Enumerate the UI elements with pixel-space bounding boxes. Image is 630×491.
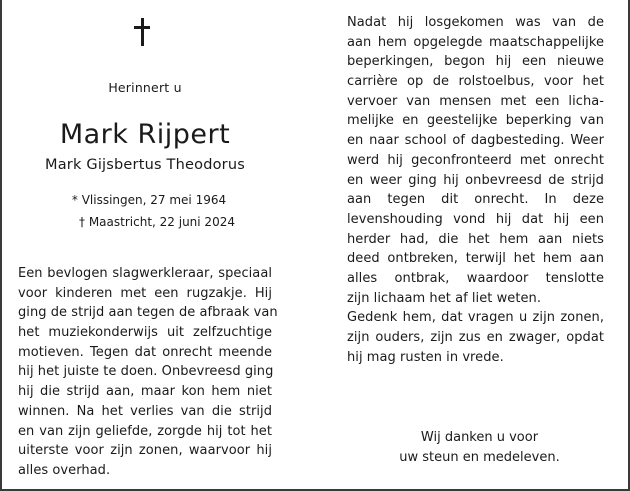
text-line: deed ontbreken, terwijl het hem aan — [347, 251, 604, 267]
text-line: en naar school of dagbesteding. Weer — [347, 133, 604, 149]
text-line: uiterste voor zijn zonen, waarvoor hij — [18, 443, 272, 459]
text-line: alles overhad. — [18, 462, 111, 478]
text-line: voor kinderen met een rugzakje. Hij — [18, 285, 272, 301]
text-line: Gedenk hem, dat vragen u zijn zonen, — [347, 310, 604, 326]
text-line: zijn ouders, zijn zus en zwager, opdat — [347, 330, 604, 345]
text-line: winnen. Na het verlies van die strijd — [18, 403, 272, 419]
full-name: Mark Gijsbertus Theodorus — [45, 157, 245, 173]
text-line: carrière op de rolstoelbus, voor het — [347, 74, 604, 90]
thanks-line-1: Wij danken u voor — [420, 430, 539, 445]
text-line: motieven. Tegen dat onrecht meende — [18, 344, 272, 360]
deceased-name: Mark Rijpert — [59, 119, 231, 150]
text-line: hij het juiste te doen. Onbevreesd ging — [18, 364, 274, 380]
text-line: herder had, die het hem aan niets — [347, 231, 604, 247]
thanks-line-2: uw steun en medeleven. — [399, 450, 560, 465]
text-line: Een bevlogen slagwerkleraar, speciaal — [18, 266, 272, 281]
text-line: en weer ging hij onbevreesd de strijd — [347, 172, 604, 188]
text-line: Nadat hij losgekomen was van de — [347, 15, 604, 30]
cross-icon — [134, 18, 150, 46]
text-line: alles ontbrak, waardoor tenslotte — [347, 270, 604, 286]
intro-text: Herinnert u — [108, 80, 182, 95]
text-line: het muziekonderwijs uit zelfzuchtige — [18, 325, 272, 341]
text-line: vervoer van mensen met een licha- — [347, 93, 604, 109]
birth-info: * Vlissingen, 27 mei 1964 — [71, 193, 227, 207]
text-line: levenshouding vond hij dat hij een — [347, 211, 604, 227]
left-paragraph — [18, 264, 278, 481]
text-line: melijke en geestelijke beperking van — [347, 113, 604, 129]
text-line: hij die strijd aan, maar kon hem niet — [18, 384, 272, 400]
text-line: aan hem opgelegde maatschappelijke — [347, 34, 604, 50]
text-line: aan tegen dit onrecht. In deze — [347, 192, 604, 208]
text-line: werd hij geconfronteerd met onrecht — [347, 152, 604, 168]
right-paragraph — [347, 13, 604, 367]
right-panel — [315, 0, 630, 491]
text-line: ging de strijd aan tegen de afbraak van — [18, 305, 278, 321]
text-line: en van zijn geliefde, zorgde hij tot het — [18, 423, 272, 439]
text-line: hij mag rusten in vrede. — [347, 349, 504, 365]
text-line: beperkingen, begon hij een nieuwe — [347, 54, 604, 70]
text-line: zijn lichaam het af liet weten. — [347, 290, 541, 306]
death-info: † Maastricht, 22 juni 2024 — [79, 215, 235, 229]
